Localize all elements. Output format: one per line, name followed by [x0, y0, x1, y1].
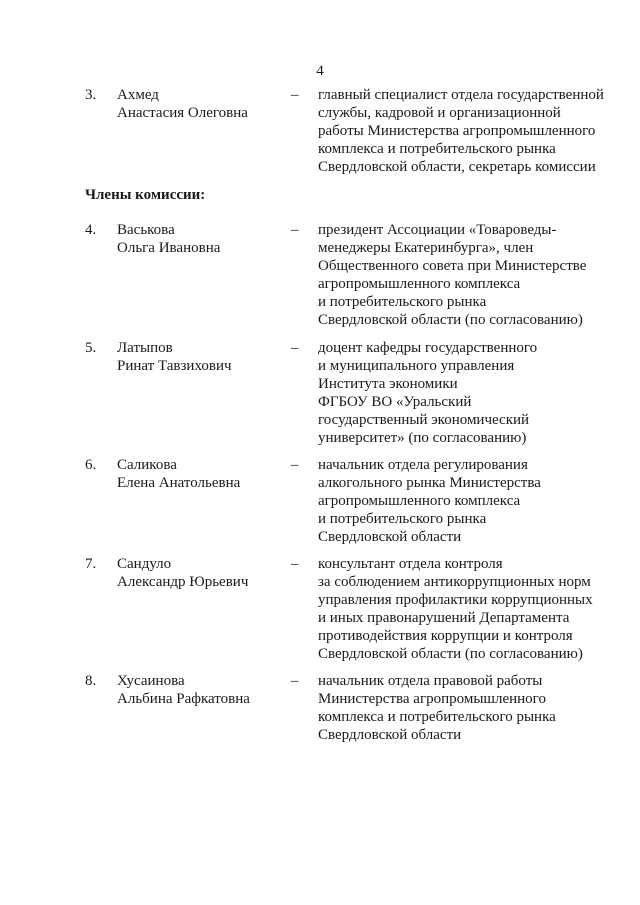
position-line: главный специалист отдела государственной	[318, 87, 604, 103]
member-given-names: Анастасия Олеговна	[117, 105, 248, 121]
position-line: начальник отдела регулирования	[318, 457, 528, 473]
position-line: управления профилактики коррупционных	[318, 592, 593, 608]
position-line: начальник отдела правовой работы	[318, 673, 543, 689]
member-surname: Сандуло	[117, 556, 172, 572]
position-line: и потребительского рынка	[318, 511, 487, 527]
entry-number: 7.	[85, 556, 97, 572]
member-given-names: Альбина Рафкатовна	[117, 691, 250, 707]
position-line: Свердловской области (по согласованию)	[318, 646, 583, 662]
position-line: государственный экономический	[318, 412, 530, 428]
separator-dash: –	[291, 340, 299, 356]
member-given-names: Елена Анатольевна	[117, 475, 241, 491]
member-surname: Васькова	[117, 222, 175, 238]
member-given-names: Ольга Ивановна	[117, 240, 221, 256]
position-line: противодействия коррупции и контроля	[318, 628, 573, 644]
separator-dash: –	[291, 673, 299, 689]
position-line: за соблюдением антикоррупционных норм	[318, 574, 591, 590]
member-name	[117, 555, 287, 591]
section-heading: Члены комиссии:	[85, 187, 206, 203]
position-line: доцент кафедры государственного	[318, 340, 538, 356]
position-line: и иных правонарушений Департамента	[318, 610, 570, 626]
position-line: работы Министерства агропромышленного	[318, 123, 596, 139]
entry-number: 4.	[85, 222, 97, 238]
separator-dash: –	[291, 222, 299, 238]
member-name	[117, 672, 287, 708]
position-line: комплекса и потребительского рынка	[318, 709, 556, 725]
member-position	[318, 339, 618, 447]
member-position	[318, 221, 618, 329]
member-position	[318, 555, 618, 663]
separator-dash: –	[291, 556, 299, 572]
position-line: президент Ассоциации «Товароведы-	[318, 222, 557, 238]
position-line: Свердловской области	[318, 727, 462, 743]
entry-number: 3.	[85, 87, 97, 103]
position-line: службы, кадровой и организационной	[318, 105, 561, 121]
member-name	[117, 86, 287, 122]
position-line: алкогольного рынка Министерства	[318, 475, 541, 491]
position-line: менеджеры Екатеринбурга», член	[318, 240, 534, 256]
position-line: и муниципального управления	[318, 358, 515, 374]
entry-number: 6.	[85, 457, 97, 473]
separator-dash: –	[291, 457, 299, 473]
member-given-names: Александр Юрьевич	[117, 574, 249, 590]
member-name	[117, 221, 287, 257]
position-line: Общественного совета при Министерстве	[318, 258, 587, 274]
position-line: агропромышленного комплекса	[318, 493, 521, 509]
position-line: университет» (по согласованию)	[318, 430, 527, 446]
member-name	[117, 339, 287, 375]
member-surname: Латыпов	[117, 340, 173, 356]
position-line: Свердловской области	[318, 529, 462, 545]
member-given-names: Ринат Тавзихович	[117, 358, 232, 374]
entry-number: 5.	[85, 340, 97, 356]
member-surname: Ахмед	[117, 87, 159, 103]
position-line: и потребительского рынка	[318, 294, 487, 310]
position-line: ФГБОУ ВО «Уральский	[318, 394, 472, 410]
position-line: агропромышленного комплекса	[318, 276, 521, 292]
member-position	[318, 86, 618, 176]
position-line: Министерства агропромышленного	[318, 691, 546, 707]
position-line: консультант отдела контроля	[318, 556, 503, 572]
member-position	[318, 456, 618, 546]
member-position	[318, 672, 618, 744]
position-line: комплекса и потребительского рынка	[318, 141, 556, 157]
position-line: Свердловской области (по согласованию)	[318, 312, 583, 328]
member-surname: Саликова	[117, 457, 177, 473]
member-surname: Хусаинова	[117, 673, 185, 689]
member-name	[117, 456, 287, 492]
entry-number: 8.	[85, 673, 97, 689]
position-line: Свердловской области, секретарь комиссии	[318, 159, 596, 175]
position-line: Института экономики	[318, 376, 458, 392]
page-number: 4	[316, 63, 324, 79]
separator-dash: –	[291, 87, 299, 103]
